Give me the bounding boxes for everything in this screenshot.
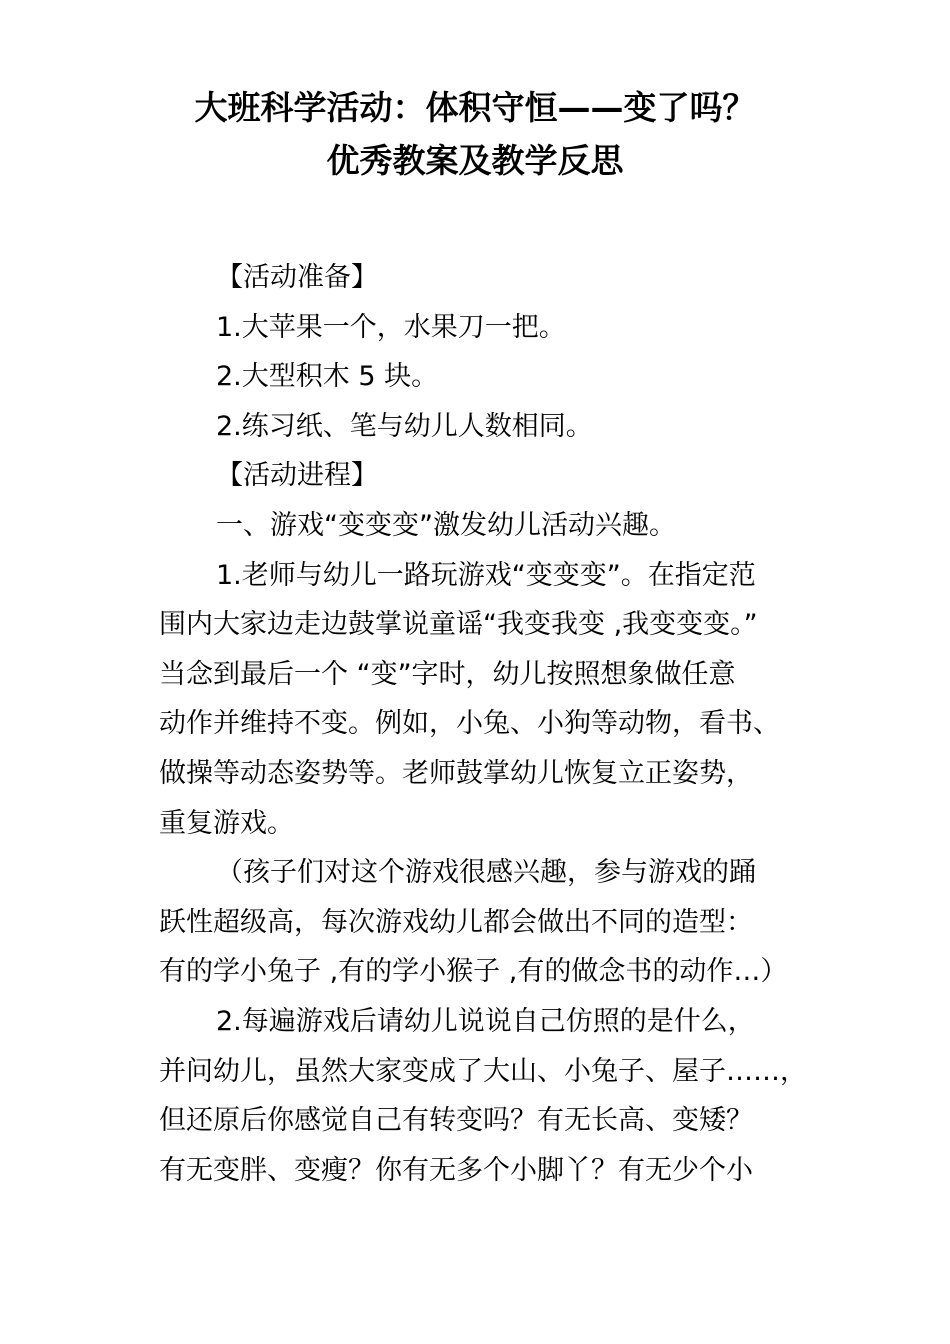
paragraph-line: 2.每遍游戏后请幼儿说说自己仿照的是什么，	[216, 1005, 755, 1037]
paragraph-line: 有的学小兔子 ,有的学小猴子 ,有的做念书的动作…）	[159, 956, 788, 988]
paragraph-line: 但还原后你感觉自己有转变吗？有无长高、变矮？	[159, 1105, 753, 1137]
paragraph-line: 1.大苹果一个，水果刀一把。	[216, 311, 566, 343]
paragraph-line: 有无变胖、变瘦？你有无多个小脚丫？有无少个小	[159, 1154, 753, 1186]
paragraph-line: 2.大型积木 5 块。	[216, 361, 439, 393]
paragraph-line: 1.老师与幼儿一路玩游戏“变变变”。在指定范	[216, 559, 756, 591]
document-title-line-2: 优秀教案及教学反思	[326, 141, 624, 180]
section-heading-process: 【活动进程】	[216, 460, 378, 492]
paragraph-line: 围内大家边走边鼓掌说童谣“我变我变 ,我变变变。”	[159, 609, 758, 641]
paragraph-line: 2.练习纸、笔与幼儿人数相同。	[216, 410, 593, 442]
document-title-line-1: 大班科学活动：体积守恒——变了吗？	[194, 88, 756, 127]
paragraph-line: 当念到最后一个 “变”字时，幼儿按照想象做任意	[159, 658, 736, 690]
paragraph-line: 并问幼儿，虽然大家变成了大山、小兔子、屋子……，	[159, 1055, 807, 1087]
paragraph-line: 做操等动态姿势等。老师鼓掌幼儿恢复立正姿势，	[159, 757, 753, 789]
paragraph-line: 跃性超级高，每次游戏幼儿都会做出不同的造型：	[159, 906, 753, 938]
paragraph-line: 一、游戏“变变变”激发幼儿活动兴趣。	[216, 509, 676, 541]
paragraph-line: 重复游戏。	[159, 807, 294, 839]
paragraph-line: 动作并维持不变。例如，小兔、小狗等动物，看书、	[159, 708, 780, 740]
paragraph-line: （孩子们对这个游戏很感兴趣，参与游戏的踊	[216, 857, 756, 889]
document-body	[159, 253, 819, 1195]
section-heading-preparation: 【活动准备】	[216, 262, 378, 293]
